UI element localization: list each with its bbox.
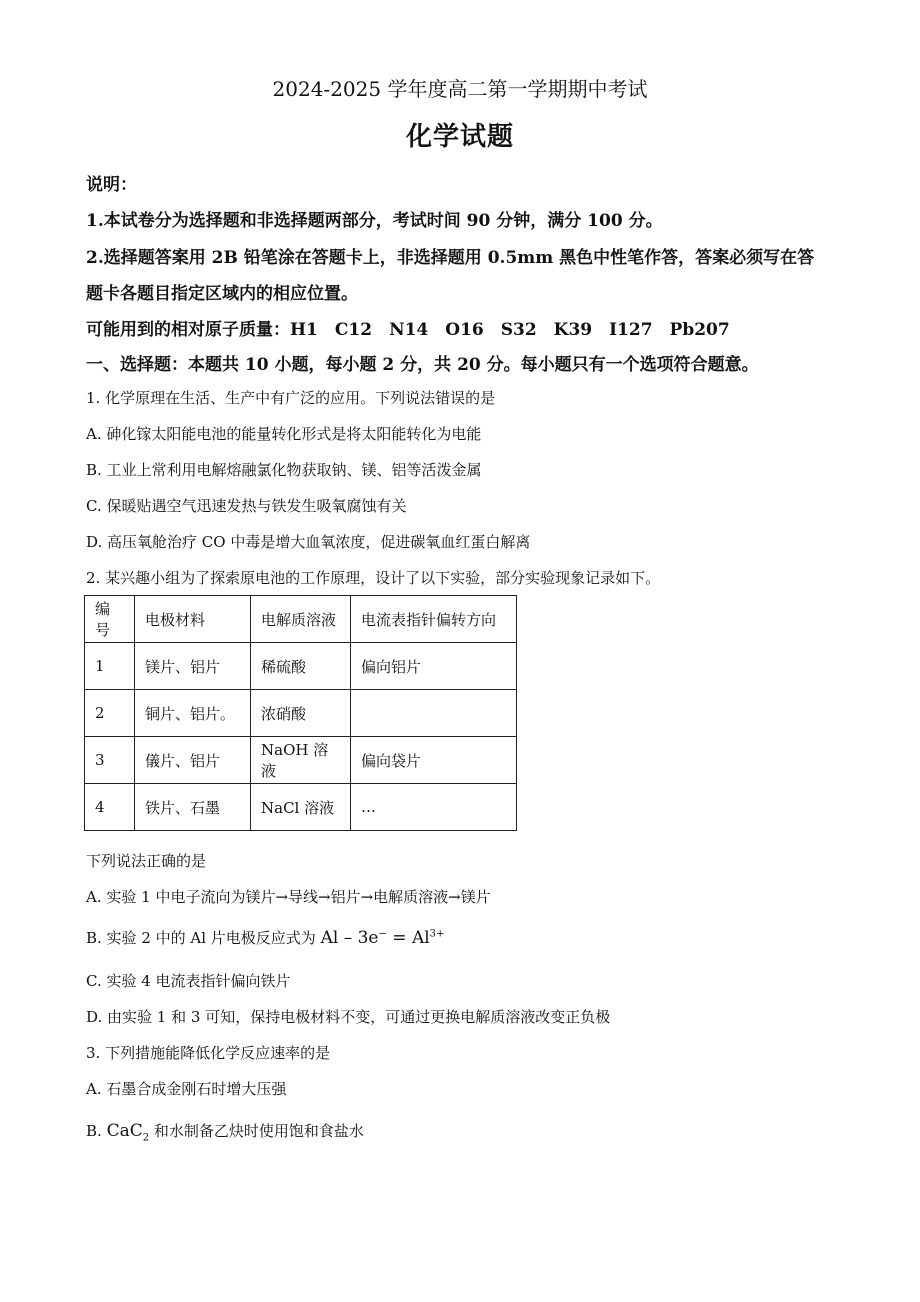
table-row — [85, 737, 517, 784]
table-header: 电解质溶液 — [251, 596, 351, 643]
table-cell: 儀片、铝片 — [135, 737, 251, 784]
question-2-option-b — [86, 927, 444, 948]
question-1-option-a: A. 砷化镓太阳能电池的能量转化形式是将太阳能转化为电能 — [86, 425, 482, 443]
question-2-option-a: A. 实验 1 中电子流向为镁片→导线→铝片→电解质溶液→镁片 — [86, 888, 491, 906]
table-header-row — [85, 596, 517, 643]
question-2-prompt: 下列说法正确的是 — [86, 852, 207, 870]
question-1-stem: 1. 化学原理在生活、生产中有广泛的应用。下列说法错误的是 — [86, 389, 496, 407]
table-header: 电极材料 — [135, 596, 251, 643]
notes-line-1: 1.本试卷分为选择题和非选择题两部分，考试时间 90 分钟，满分 100 分。 — [86, 211, 663, 231]
table-cell: 铁片、石墨 — [135, 784, 251, 831]
electrode-equation: $Al - 3e^- = Al^{3+}$ — [320, 928, 445, 948]
table-cell: NaOH 溶液 — [251, 737, 351, 784]
question-2-stem: 2. 某兴趣小组为了探索原电池的工作原理，设计了以下实验，部分实验现象记录如下。 — [86, 569, 661, 587]
table-cell: 偏向铝片 — [351, 643, 517, 690]
question-1-option-c: C. 保暖贴遇空气迅速发热与铁发生吸氧腐蚀有关 — [86, 497, 407, 515]
question-3-option-a: A. 石墨合成金刚石时增大压强 — [86, 1080, 287, 1098]
question-3-option-b: B. CaC$_2$ 和水制备乙炔时使用饱和食盐水 — [86, 1121, 364, 1144]
question-2-option-d: D. 由实验 1 和 3 可知，保持电极材料不变，可通过更换电解质溶液改变正负极 — [86, 1008, 611, 1026]
question-3-stem: 3. 下列措施能降低化学反应速率的是 — [86, 1044, 331, 1062]
notes-line-2b: 题卡各题目指定区域内的相应位置。 — [86, 284, 358, 304]
table-cell: 4 — [85, 784, 135, 831]
experiment-table — [84, 595, 517, 831]
table-cell — [351, 690, 517, 737]
notes-label: 说明： — [86, 175, 137, 195]
question-1-option-b: B. 工业上常利用电解熔融氯化物获取钠、镁、铝等活泼金属 — [86, 461, 482, 479]
calcium-carbide-formula: CaC$_2$ — [106, 1121, 150, 1144]
table-cell: 2 — [85, 690, 135, 737]
table-header: 电流表指针偏转方向 — [351, 596, 517, 643]
table-cell: 1 — [85, 643, 135, 690]
table-row — [85, 784, 517, 831]
table-cell: … — [351, 784, 517, 831]
table-row — [85, 690, 517, 737]
option-b-text: B. 实验 2 中的 Al 片电极反应式为 — [86, 929, 316, 947]
table-header: 编号 — [85, 596, 135, 643]
table-cell: 镁片、铝片 — [135, 643, 251, 690]
table-cell: NaCl 溶液 — [251, 784, 351, 831]
atomic-masses: 可能用到的相对原子质量：H1 C12 N14 O16 S32 K39 I127 Pb207 — [86, 320, 730, 340]
section-heading: 一、选择题：本题共 10 小题，每小题 2 分，共 20 分。每小题只有一个选项符合题意。 — [86, 355, 759, 375]
question-2-option-c: C. 实验 4 电流表指针偏向铁片 — [86, 972, 291, 990]
notes-line-2a: 2.选择题答案用 2B 铅笔涂在答题卡上，非选择题用 0.5mm 黑色中性笔作答，答案必须写在答 — [86, 248, 815, 268]
table-cell: 3 — [85, 737, 135, 784]
exam-header: 2024-2025 学年度高二第一学期期中考试 — [272, 77, 648, 101]
table-cell: 偏向袋片 — [351, 737, 517, 784]
question-1-option-d: D. 高压氧舱治疗 CO 中毒是增大血氧浓度，促进碳氧血红蛋白解离 — [86, 533, 531, 551]
table-row — [85, 643, 517, 690]
table-cell: 浓硝酸 — [251, 690, 351, 737]
table-cell: 铜片、铝片。 — [135, 690, 251, 737]
table-cell: 稀硫酸 — [251, 643, 351, 690]
page-title: 化学试题 — [405, 122, 514, 152]
